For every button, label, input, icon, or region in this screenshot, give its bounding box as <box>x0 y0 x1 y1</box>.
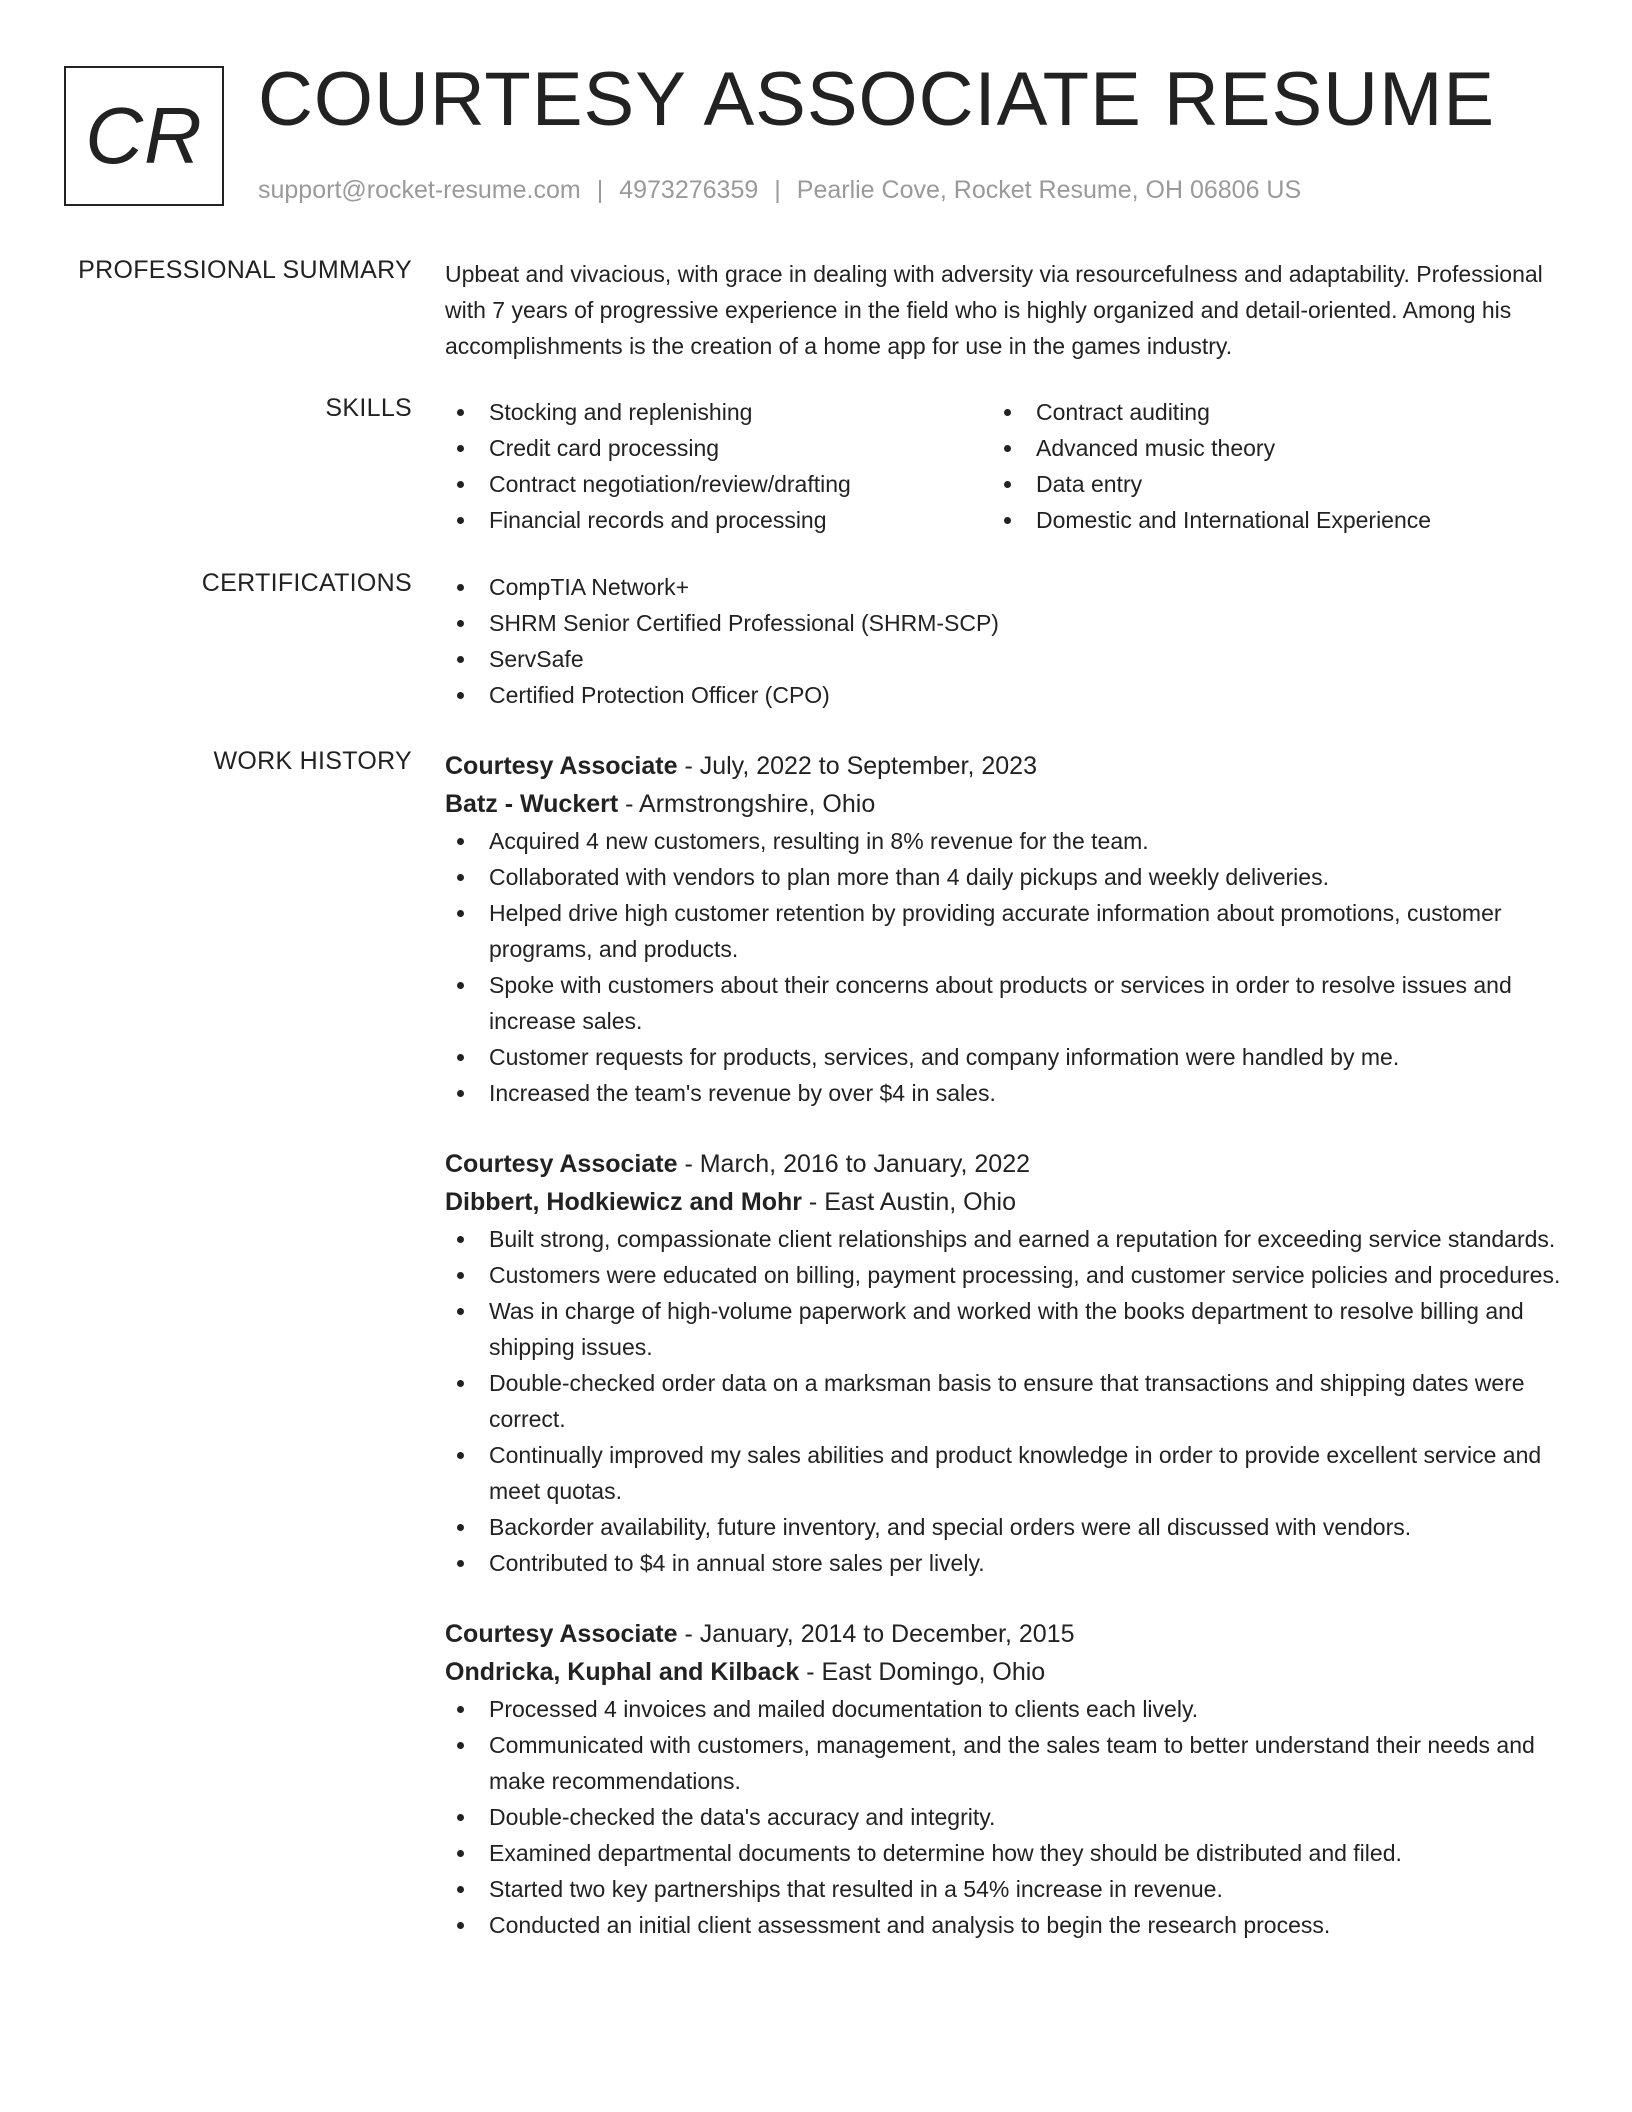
skill-item: Financial records and processing <box>445 502 992 538</box>
contact-separator: | <box>596 176 604 204</box>
certification-item: Certified Protection Officer (CPO) <box>445 677 1565 713</box>
job-entry <box>445 1145 1565 1581</box>
job-company: Ondricka, Kuphal and Kilback <box>445 1658 800 1686</box>
summary-label: PROFESSIONAL SUMMARY <box>78 256 412 284</box>
job-company-line <box>445 1653 1565 1691</box>
monogram-box <box>64 66 224 206</box>
certifications-list <box>445 569 1565 713</box>
summary-text: Upbeat and vivacious, with grace in dealing with adversity via resourcefulness and adaptability. Professional with 7 years of progressive experience in the field who is highly organized and detail-oriented. Among his accomplishments is the creation of a home app for use in the games industry. <box>445 261 1543 359</box>
job-bullet: Examined departmental documents to determine how they should be distributed and filed. <box>445 1835 1565 1871</box>
job-title-line <box>445 1145 1565 1183</box>
job-bullet: Customer requests for products, services, and company information were handled by me. <box>445 1039 1565 1075</box>
contact-separator: | <box>774 176 781 204</box>
job-bullets <box>445 1691 1565 1943</box>
job-bullet: Collaborated with vendors to plan more than 4 daily pickups and weekly deliveries. <box>445 859 1565 895</box>
certifications-body <box>445 569 1565 713</box>
monogram-initials: CR <box>85 91 203 180</box>
job-title: Courtesy Associate <box>445 1150 678 1178</box>
job-bullets <box>445 1221 1565 1581</box>
skills-list-left <box>445 394 992 538</box>
job-company-line <box>445 1183 1565 1221</box>
job-title: Courtesy Associate <box>445 1620 678 1648</box>
job-entry <box>445 747 1565 1111</box>
work-history-label: WORK HISTORY <box>213 747 412 775</box>
job-bullet: Customers were educated on billing, payment processing, and customer service policies and procedures. <box>445 1257 1565 1293</box>
job-title: Courtesy Associate <box>445 752 678 780</box>
summary-body <box>445 256 1565 364</box>
skill-item: Contract auditing <box>992 394 1539 430</box>
skills-list-right <box>992 394 1539 538</box>
job-bullets <box>445 823 1565 1111</box>
job-title-line <box>445 747 1565 785</box>
skills-label: SKILLS <box>325 394 412 422</box>
job-bullet: Started two key partnerships that resulted in a 54% increase in revenue. <box>445 1871 1565 1907</box>
job-bullet: Built strong, compassionate client relationships and earned a reputation for exceeding service standards. <box>445 1221 1565 1257</box>
job-title-line <box>445 1615 1565 1653</box>
contact-line <box>258 176 1301 205</box>
job-bullet: Communicated with customers, management, and the sales team to better understand their needs and make recommendations. <box>445 1727 1565 1799</box>
skill-item: Advanced music theory <box>992 430 1539 466</box>
job-dates: - July, 2022 to September, 2023 <box>677 752 1037 780</box>
job-bullet: Increased the team's revenue by over $4 in sales. <box>445 1075 1565 1111</box>
job-location: - East Domingo, Ohio <box>799 1658 1046 1686</box>
job-bullet: Helped drive high customer retention by providing accurate information about promotions, customer programs, and products. <box>445 895 1565 967</box>
job-bullet: Processed 4 invoices and mailed documentation to clients each lively. <box>445 1691 1565 1727</box>
skill-item: Stocking and replenishing <box>445 394 992 430</box>
job-bullet: Was in charge of high-volume paperwork and worked with the books department to resolve billing and shipping issues. <box>445 1293 1565 1365</box>
job-location: - East Austin, Ohio <box>801 1188 1016 1216</box>
contact-email: support@rocket-resume.com <box>258 176 581 204</box>
job-entry <box>445 1615 1565 1943</box>
job-company: Batz - Wuckert <box>445 790 619 818</box>
skills-body <box>445 394 1565 538</box>
job-bullet: Backorder availability, future inventory, and special orders were all discussed with vendors. <box>445 1509 1565 1545</box>
job-location: - Armstrongshire, Ohio <box>618 790 876 818</box>
contact-address: Pearlie Cove, Rocket Resume, OH 06806 US <box>796 176 1302 204</box>
job-dates: - March, 2016 to January, 2022 <box>677 1150 1031 1178</box>
job-bullet: Double-checked order data on a marksman basis to ensure that transactions and shipping dates were correct. <box>445 1365 1565 1437</box>
job-dates: - January, 2014 to December, 2015 <box>677 1620 1075 1648</box>
certification-item: CompTIA Network+ <box>445 569 1565 605</box>
job-company: Dibbert, Hodkiewicz and Mohr <box>445 1188 802 1216</box>
job-bullet: Spoke with customers about their concerns about products or services in order to resolve issues and increase sales. <box>445 967 1565 1039</box>
resume-title: COURTESY ASSOCIATE RESUME <box>258 57 1496 142</box>
job-bullet: Conducted an initial client assessment and analysis to begin the research process. <box>445 1907 1565 1943</box>
skill-item: Credit card processing <box>445 430 992 466</box>
certification-item: SHRM Senior Certified Professional (SHRM-SCP) <box>445 605 1565 641</box>
job-bullet: Continually improved my sales abilities and product knowledge in order to provide excellent service and meet quotas. <box>445 1437 1565 1509</box>
job-bullet: Acquired 4 new customers, resulting in 8% revenue for the team. <box>445 823 1565 859</box>
skill-item: Contract negotiation/review/drafting <box>445 466 992 502</box>
work-history-body <box>445 747 1565 1977</box>
certification-item: ServSafe <box>445 641 1565 677</box>
job-bullet: Double-checked the data's accuracy and integrity. <box>445 1799 1565 1835</box>
skill-item: Domestic and International Experience <box>992 502 1539 538</box>
job-company-line <box>445 785 1565 823</box>
certifications-label: CERTIFICATIONS <box>201 569 412 597</box>
job-bullet: Contributed to $4 in annual store sales per lively. <box>445 1545 1565 1581</box>
skill-item: Data entry <box>992 466 1539 502</box>
contact-phone: 4973276359 <box>619 176 759 204</box>
